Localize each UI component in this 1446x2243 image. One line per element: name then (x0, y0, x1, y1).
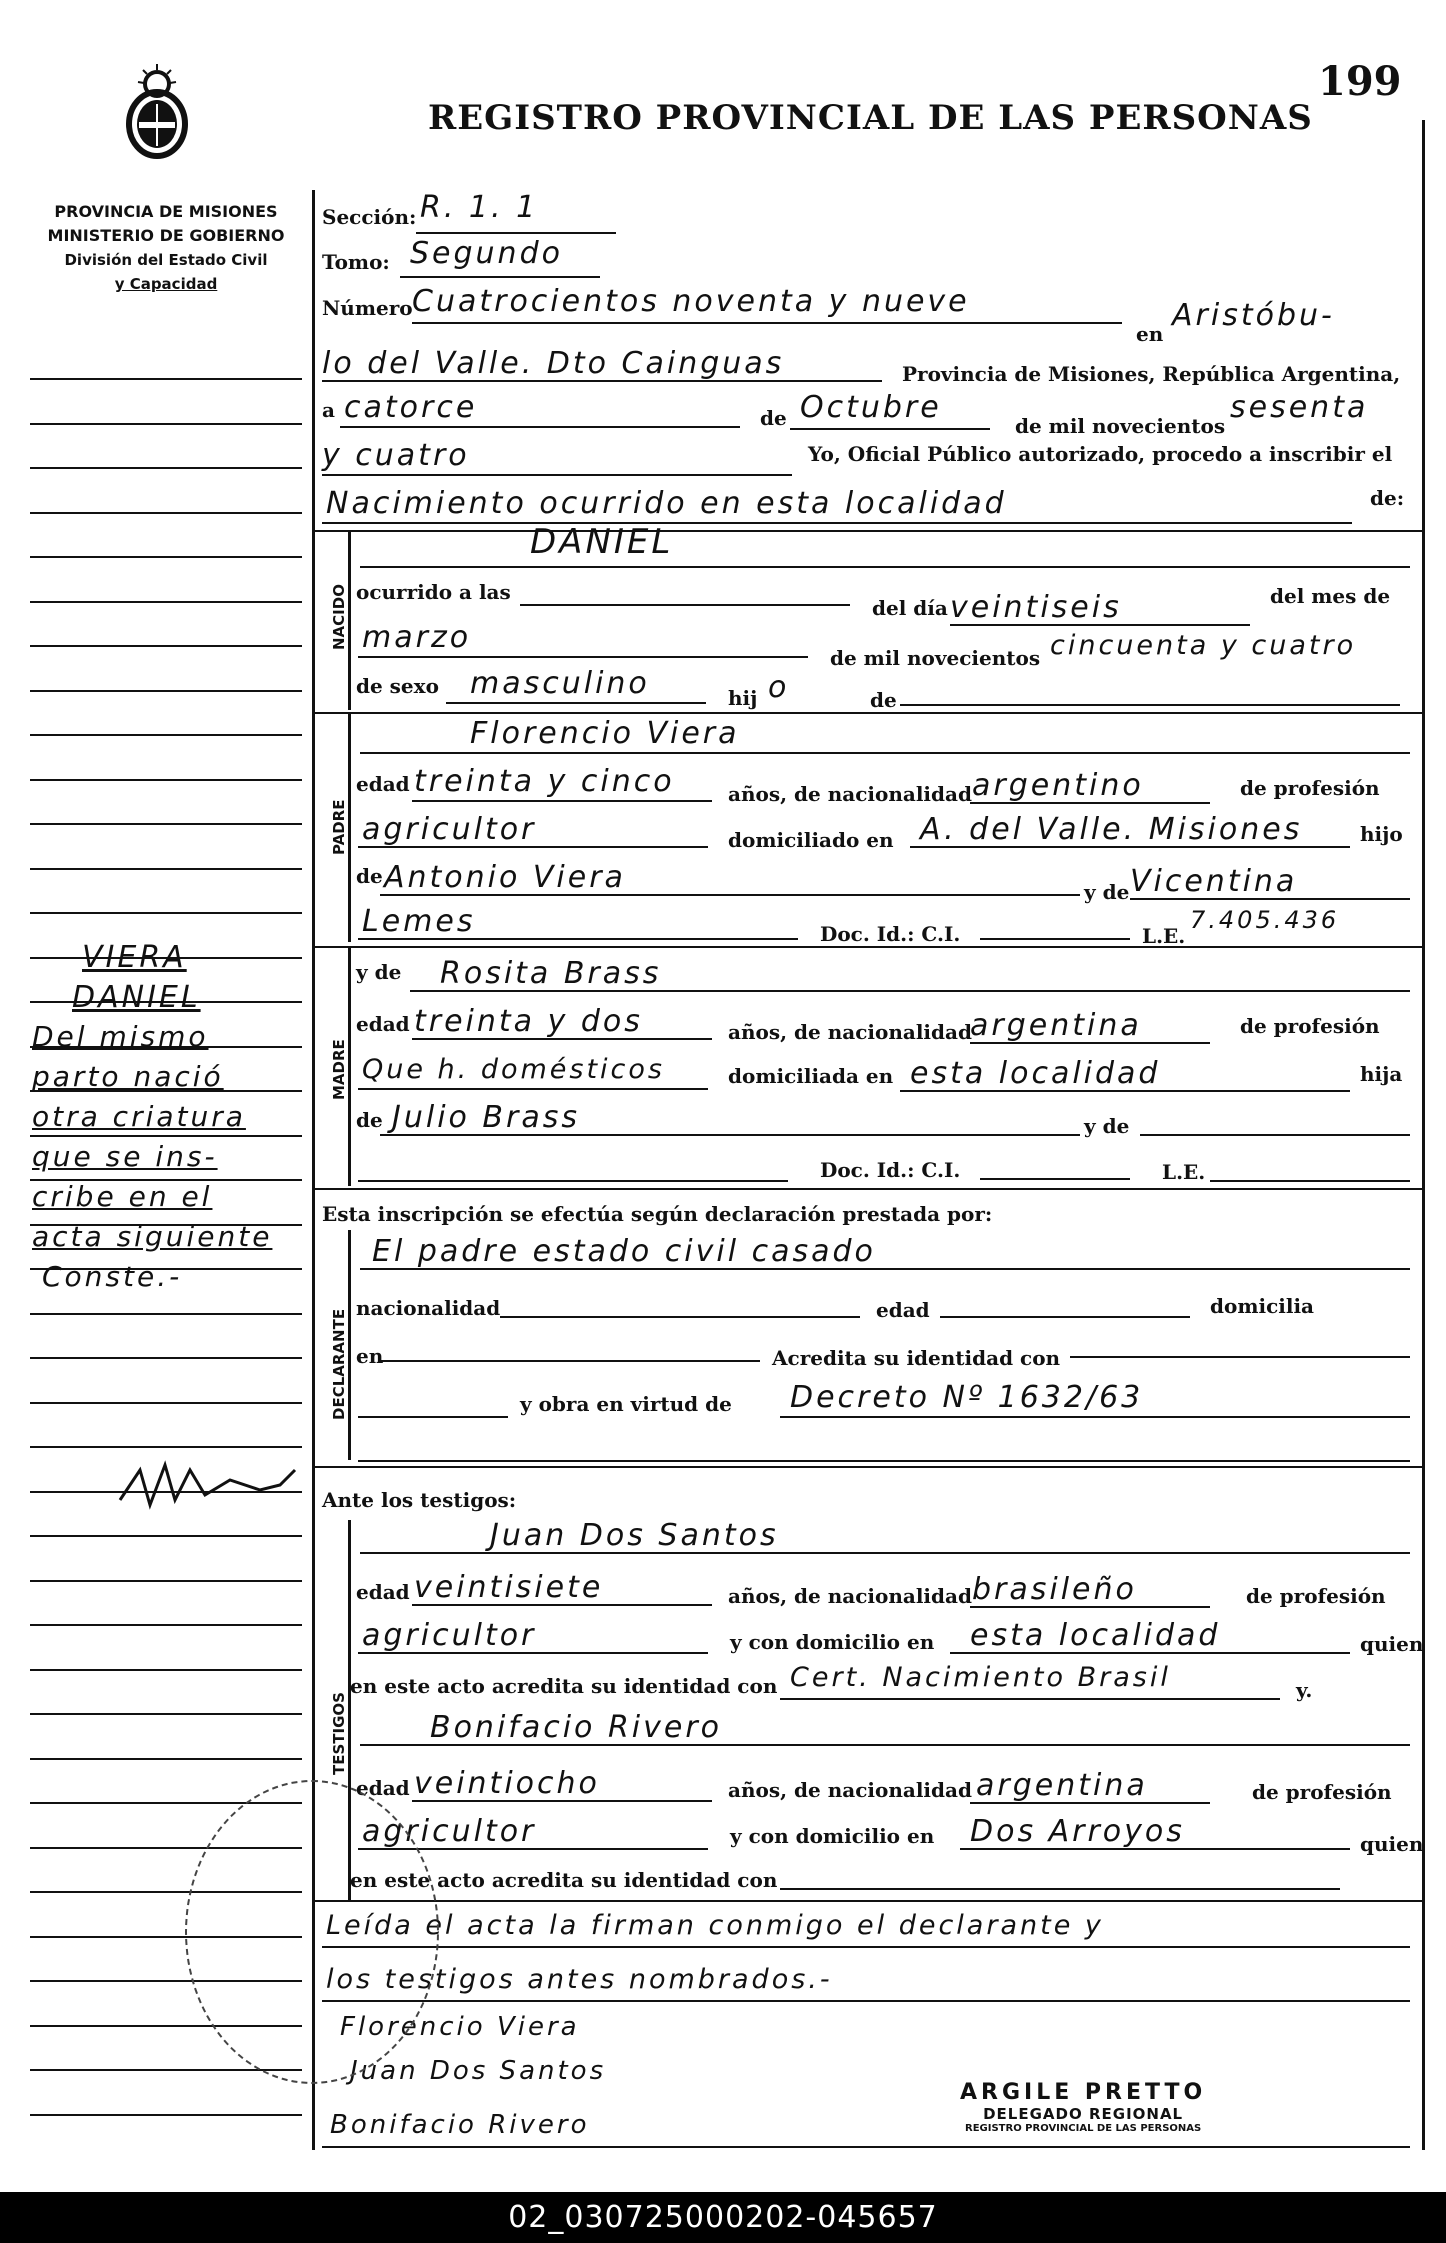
padre-edad-label: edad (356, 772, 410, 796)
testigo1-y-label: y. (1296, 1678, 1313, 1702)
section-divider (312, 712, 1422, 714)
testigo1-nac-value: brasileño (972, 1572, 1137, 1607)
madre-hija-label: hija (1360, 1062, 1403, 1086)
section-inner-border (348, 946, 351, 1186)
padre-profesion-value: agricultor (362, 812, 537, 847)
margin-rule (30, 1313, 302, 1315)
del-dia-label: del día (872, 596, 948, 620)
section-inner-border (348, 712, 351, 942)
rule (358, 846, 708, 848)
margin-rule (30, 1669, 302, 1671)
testigo2-edad-value: veintiocho (414, 1766, 600, 1801)
rule (358, 1180, 788, 1182)
official-seal (185, 1780, 439, 2084)
testigo2-profesion-value: agricultor (362, 1814, 537, 1849)
de-colon-label: de: (1370, 486, 1405, 510)
rule (416, 232, 616, 234)
rule (358, 938, 798, 940)
rule (970, 802, 1210, 804)
margin-rule (30, 912, 302, 914)
margin-rule (30, 601, 302, 603)
testigo1-profesion-value: agricultor (362, 1618, 537, 1653)
rule (900, 704, 1400, 706)
madre-doc-label: Doc. Id.: C.I. (820, 1158, 961, 1182)
padre-y-de-label: y de (1084, 880, 1130, 904)
section-divider (312, 1188, 1422, 1190)
rule (380, 1360, 760, 1362)
dia-nac-value: veintiseis (950, 590, 1122, 625)
rule (358, 1088, 708, 1090)
margin-note-line: acta siguiente (32, 1220, 273, 1253)
margin-note-line: parto nació (32, 1060, 224, 1093)
rule (950, 1652, 1350, 1654)
testigo1-nombre-value: Juan Dos Santos (490, 1518, 779, 1553)
testigo2-edad-label: edad (356, 1776, 410, 1800)
rule (520, 604, 850, 606)
tomo-label: Tomo: (322, 250, 390, 274)
rule (950, 624, 1250, 626)
rule (980, 938, 1130, 940)
testigo1-domicilio-value: esta localidad (970, 1618, 1221, 1653)
rule (500, 1316, 860, 1318)
lugar-value-1: Aristóbu- (1172, 298, 1335, 333)
testigo1-domicilio-label: y con domicilio en (730, 1630, 935, 1654)
madre-y-de-label: y de (356, 960, 402, 984)
seccion-label: Sección: (322, 205, 417, 229)
registrar-stamp (960, 2080, 1206, 2134)
madre-domicilio-value: esta localidad (910, 1056, 1161, 1091)
rule (1130, 898, 1410, 900)
rule (412, 1604, 712, 1606)
stamp-role: DELEGADO REGIONAL (983, 2105, 1184, 2123)
rule (412, 1800, 712, 1802)
madre-edad-value: treinta y dos (414, 1004, 643, 1039)
rule (358, 656, 808, 658)
padre-nac-label: años, de nacionalidad (728, 782, 972, 806)
cierre-line-2: los testigos antes nombrados.- (326, 1964, 833, 1995)
rule (360, 1268, 1410, 1270)
padre-domicilio-value: A. del Valle. Misiones (920, 812, 1303, 847)
del-mes-label: del mes de (1270, 584, 1391, 608)
mes-value: Octubre (800, 390, 942, 425)
tomo-value: Segundo (410, 236, 563, 271)
rule (446, 702, 706, 704)
rule (322, 1946, 1410, 1948)
de-label-2: de (870, 688, 897, 712)
acredita-label: Acredita su identidad con (772, 1346, 1061, 1370)
nacionalidad-label: nacionalidad (356, 1296, 501, 1320)
testigo2-profesion-label: de profesión (1252, 1780, 1392, 1804)
numero-label: Número (322, 296, 413, 320)
rule (940, 1316, 1190, 1318)
hij-label: hij (728, 686, 758, 710)
anio-value-2: y cuatro (322, 438, 470, 473)
seccion-value: R. 1. 1 (420, 190, 539, 225)
testigo2-domicilio-value: Dos Arroyos (970, 1814, 1185, 1849)
cierre-line-1: Leída el acta la firman conmigo el declarante y (326, 1910, 1104, 1941)
side-label-testigos: TESTIGOS (330, 1692, 348, 1775)
rule (1140, 1134, 1410, 1136)
padre-domicilio-label: domiciliado en (728, 828, 894, 852)
margin-note-line: Del mismo (32, 1020, 209, 1053)
side-label-declarante: DECLARANTE (330, 1308, 348, 1420)
section-divider (312, 1900, 1422, 1902)
rule (780, 1888, 1340, 1890)
testigo1-quien-label: quien (1360, 1632, 1424, 1656)
en-label: en (1136, 322, 1164, 346)
side-label-padre: PADRE (330, 799, 348, 855)
margin-rule (30, 556, 302, 558)
madre-de-label: de (356, 1108, 383, 1132)
rule (358, 1460, 1410, 1462)
de-sexo-label: de sexo (356, 674, 439, 698)
province-line: División del Estado Civil (64, 251, 268, 269)
side-label-madre: MADRE (330, 1039, 348, 1100)
rule (360, 1744, 1410, 1746)
madre-y-de-label-2: y de (1084, 1114, 1130, 1138)
testigo1-profesion-label: de profesión (1246, 1584, 1386, 1608)
margin-rule (30, 1758, 302, 1760)
madre-nac-label: años, de nacionalidad (728, 1020, 972, 1044)
provincia-label: Provincia de Misiones, República Argentina, (902, 362, 1401, 386)
rule (322, 380, 882, 382)
de-label: de (760, 406, 787, 430)
sexo-value: masculino (470, 666, 650, 701)
scan-id-footer: 02_030725000202-045657 (0, 2192, 1446, 2243)
madre-profesion-value: Que h. domésticos (362, 1054, 665, 1085)
madre-edad-label: edad (356, 1012, 410, 1036)
margin-rule (30, 734, 302, 736)
edad-label: edad (876, 1298, 930, 1322)
document-title: REGISTRO PROVINCIAL DE LAS PERSONAS (428, 98, 1313, 138)
testigo2-nombre-value: Bonifacio Rivero (430, 1710, 723, 1745)
side-label-nacido: NACIDO (330, 584, 348, 650)
signature-father: Florencio Viera (340, 2012, 580, 2042)
madre-hija-de-value: Julio Brass (392, 1100, 580, 1135)
rule (790, 428, 990, 430)
rule (340, 426, 740, 428)
margin-rule (30, 378, 302, 380)
rule (970, 1042, 1210, 1044)
testigo2-nac-value: argentina (976, 1768, 1148, 1803)
rule (980, 1178, 1130, 1180)
province-line: y Capacidad (114, 275, 218, 293)
margin-rule (30, 779, 302, 781)
madre-profesion-label: de profesión (1240, 1014, 1380, 1038)
lugar-value-2: lo del Valle. Dto Cainguas (322, 346, 785, 381)
mil-novecientos-label: de mil novecientos (1015, 414, 1226, 438)
rule (322, 522, 1352, 524)
ocurrido-label: ocurrido a las (356, 580, 511, 604)
margin-note-line: cribe en el (32, 1180, 213, 1213)
margin-rule (30, 467, 302, 469)
province-line: PROVINCIA DE MISIONES (54, 202, 278, 221)
padre-y-de-value-2: Lemes (362, 904, 476, 939)
madre-domicilio-label: domiciliada en (728, 1064, 894, 1088)
testigo1-edad-value: veintisiete (414, 1570, 604, 1605)
a-label: a (322, 398, 335, 422)
padre-de-label: de (356, 864, 383, 888)
madre-nombre-value: Rosita Brass (440, 956, 662, 991)
stamp-office: REGISTRO PROVINCIAL DE LAS PERSONAS (965, 2123, 1202, 2134)
numero-value: Cuatrocientos noventa y nueve (412, 284, 970, 319)
margin-rule (30, 1713, 302, 1715)
padre-nombre-value: Florencio Viera (470, 716, 740, 751)
padre-profesion-label: de profesión (1240, 776, 1380, 800)
coat-of-arms-emblem (118, 62, 196, 162)
rule (412, 800, 712, 802)
testigo2-domicilio-label: y con domicilio en (730, 1824, 935, 1848)
en-label-2: en (356, 1344, 384, 1368)
de-mil-label: de mil novecientos (830, 646, 1041, 670)
page-number: 199 (1318, 58, 1402, 105)
padre-le-value: 7.405.436 (1190, 906, 1340, 934)
dia-value: catorce (344, 390, 478, 425)
margin-rule (30, 823, 302, 825)
margin-rule (30, 1535, 302, 1537)
signature-witness-2: Bonifacio Rivero (330, 2110, 590, 2140)
margin-rule (30, 690, 302, 692)
rule (360, 752, 1410, 754)
testigos-label: Ante los testigos: (322, 1488, 517, 1512)
testigo1-edad-label: edad (356, 1580, 410, 1604)
section-divider (312, 1466, 1422, 1468)
hij-suffix-value: o (768, 670, 790, 705)
acto-value: Nacimiento ocurrido en esta localidad (326, 486, 1007, 521)
inscripcion-label: Esta inscripción se efectúa según declaración prestada por: (322, 1202, 993, 1226)
rule (960, 1848, 1350, 1850)
signature-witness-1: Juan Dos Santos (350, 2056, 607, 2086)
margin-rule (30, 1402, 302, 1404)
testigo1-documento-value: Cert. Nacimiento Brasil (790, 1662, 1171, 1693)
obra-label: y obra en virtud de (520, 1392, 732, 1416)
rule (410, 990, 1410, 992)
margin-note (32, 940, 302, 1300)
rule (380, 894, 1080, 896)
testigo2-nac-label: años, de nacionalidad (728, 1778, 972, 1802)
rule (322, 2146, 1410, 2148)
margin-note-line: que se ins- (32, 1140, 218, 1173)
mes-nac-value: marzo (362, 620, 472, 655)
testigo2-acredita-label: en este acto acredita su identidad con (350, 1868, 778, 1892)
padre-nac-value: argentino (972, 768, 1144, 803)
rule (1070, 1356, 1410, 1358)
margin-note-line: DANIEL (72, 980, 201, 1015)
rule (412, 1038, 712, 1040)
rule (970, 1802, 1210, 1804)
margin-rule (30, 1357, 302, 1359)
margin-rule (30, 512, 302, 514)
margin-rule (30, 1624, 302, 1626)
madre-le-label: L.E. (1162, 1160, 1206, 1184)
stamp-name: ARGILE PRETTO (960, 2080, 1207, 2105)
declarante-value: El padre estado civil casado (372, 1234, 876, 1269)
margin-rule (30, 2114, 302, 2116)
padre-le-label: L.E. (1142, 924, 1186, 948)
rule (400, 276, 600, 278)
province-line: MINISTERIO DE GOBIERNO (47, 226, 285, 245)
margin-rule (30, 645, 302, 647)
padre-doc-label: Doc. Id.: C.I. (820, 922, 961, 946)
rule (780, 1416, 1410, 1418)
margin-rule (30, 868, 302, 870)
obra-value: Decreto Nº 1632/63 (790, 1380, 1144, 1415)
margin-rule (30, 1580, 302, 1582)
madre-nac-value: argentina (970, 1008, 1142, 1043)
margin-note-line: VIERA (82, 940, 187, 975)
rule (360, 1552, 1410, 1554)
anio-nac-value: cincuenta y cuatro (1050, 630, 1357, 661)
province-heading (28, 200, 304, 296)
testigo1-acredita-label: en este acto acredita su identidad con (350, 1674, 778, 1698)
padre-hijo-label: hijo (1360, 822, 1403, 846)
rule (1210, 1180, 1410, 1182)
nombre-value: DANIEL (530, 522, 674, 562)
padre-hijo-de-value: Antonio Viera (384, 860, 626, 895)
testigo2-quien-label: quien (1360, 1832, 1424, 1856)
rule (322, 2000, 1410, 2002)
section-inner-border (348, 530, 351, 710)
rule (970, 1606, 1210, 1608)
anio-value-1: sesenta (1230, 390, 1369, 425)
margin-signature (110, 1450, 310, 1524)
yo-label: Yo, Oficial Público autorizado, procedo a inscribir el (808, 442, 1393, 466)
rule (780, 1698, 1280, 1700)
domicilia-label: domicilia (1210, 1294, 1315, 1318)
rule (360, 566, 1410, 568)
section-divider (312, 946, 1422, 948)
margin-note-line: Conste.- (42, 1260, 183, 1293)
rule (358, 1652, 708, 1654)
rule (380, 1134, 1080, 1136)
margin-rule (30, 1446, 302, 1448)
testigo1-nac-label: años, de nacionalidad (728, 1584, 972, 1608)
rule (358, 1416, 508, 1418)
margin-rule (30, 423, 302, 425)
margin-note-line: otra criatura (32, 1100, 246, 1133)
padre-y-de-value: Vicentina (1130, 864, 1298, 899)
padre-edad-value: treinta y cinco (414, 764, 675, 799)
section-inner-border (348, 1230, 351, 1460)
rule (412, 322, 1122, 324)
rule (910, 846, 1350, 848)
rule (900, 1090, 1350, 1092)
rule (322, 474, 792, 476)
section-divider (312, 530, 1422, 532)
